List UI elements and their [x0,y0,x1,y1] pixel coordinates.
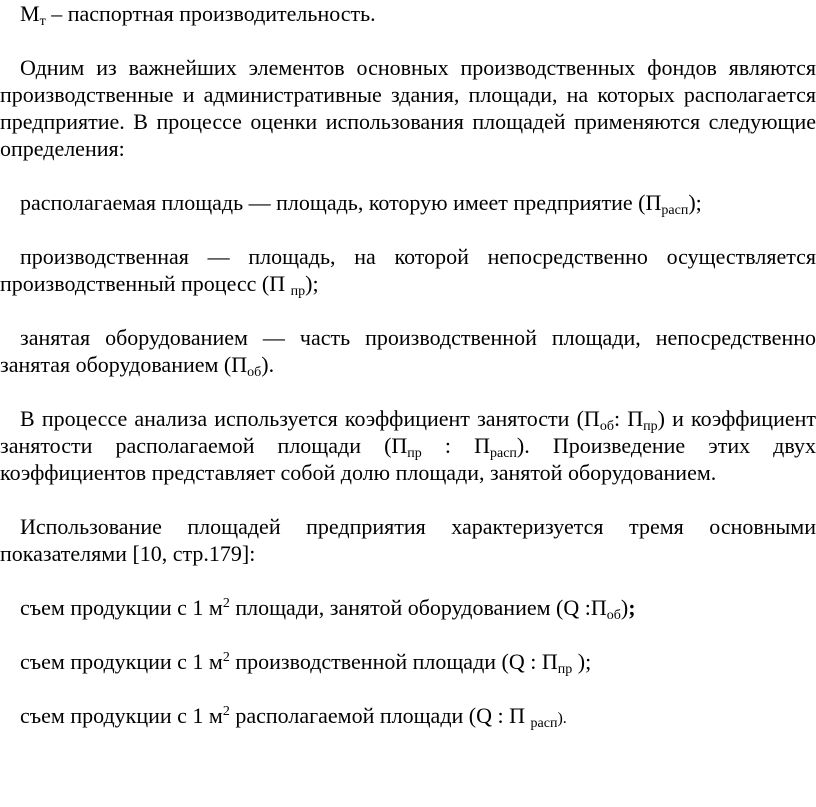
paragraph-intro: Одним из важнейших элементов основных производственных фондов являются производственные и административные здания, площади, на которых располагается предприятие. В процессе оценки использования площадей применяются следующие определения: [0,55,816,161]
text-span: ) и коэффициент занятости располагаемой площади (П [0,406,816,458]
text-span: площади, занятой оборудованием (Q :П [229,595,607,620]
text-span: располагаемая площадь — площадь, которую имеет предприятие (П [20,190,662,215]
paragraph-mt-definition [0,0,816,27]
subscript: т [39,14,46,29]
indicator-equipment-area-output [0,594,816,621]
text-span: ). Произведение этих двух коэффициентов представляет собой долю площади, занятой оборудованием. [0,433,816,485]
subscript: расп [661,203,689,218]
text-span: съем продукции с 1 м [20,703,223,728]
superscript: 2 [222,596,230,611]
text-span: ; [628,595,636,620]
text-span: ); [688,190,702,215]
text-span: производственная — площадь, на которой непосредственно осуществляется производственный процесс (П [0,244,816,296]
indicator-available-area-output [0,702,816,732]
text-span: М [20,1,40,26]
text-span: ). [557,710,567,727]
text-span: – паспортная производительность. [45,1,376,26]
paragraph-occupancy-coefficient [0,405,816,486]
text-span: ); [572,649,592,674]
subscript: пр [643,419,658,434]
superscript: 2 [222,704,230,719]
text-span: ). [261,352,275,377]
subscript: об [606,608,621,623]
subscript: расп [489,446,517,461]
text-span: В процессе анализа используется коэффициент занятости (П [20,406,600,431]
superscript: 2 [222,650,230,665]
text-span: : П [421,433,490,458]
subscript: об [247,365,262,380]
text-span: съем продукции с 1 м [20,595,223,620]
subscript: пр [290,284,306,299]
text-span: располагаемой площади (Q : П [229,703,531,728]
subscript: пр [557,662,573,677]
subscript: об [599,419,614,434]
indicator-production-area-output [0,648,816,675]
paragraph-equipment-area [0,324,816,378]
text-span: : П [613,406,644,431]
paragraph-indicators-intro: Использование площадей предприятия характеризуется тремя основными показателями [10, стр.179]: [0,514,816,566]
text-span: занятая оборудованием — часть производственной площади, непосредственно занятая оборудованием (П [0,325,816,377]
subscript: пр [407,446,422,461]
subscript: расп [530,716,558,731]
paragraph-available-area [0,189,816,216]
paragraph-production-area [0,243,816,297]
text-span: съем продукции с 1 м [20,649,223,674]
text-span: производственной площади (Q : П [229,649,558,674]
text-span: ); [305,271,319,296]
text-span: ) [620,595,629,620]
